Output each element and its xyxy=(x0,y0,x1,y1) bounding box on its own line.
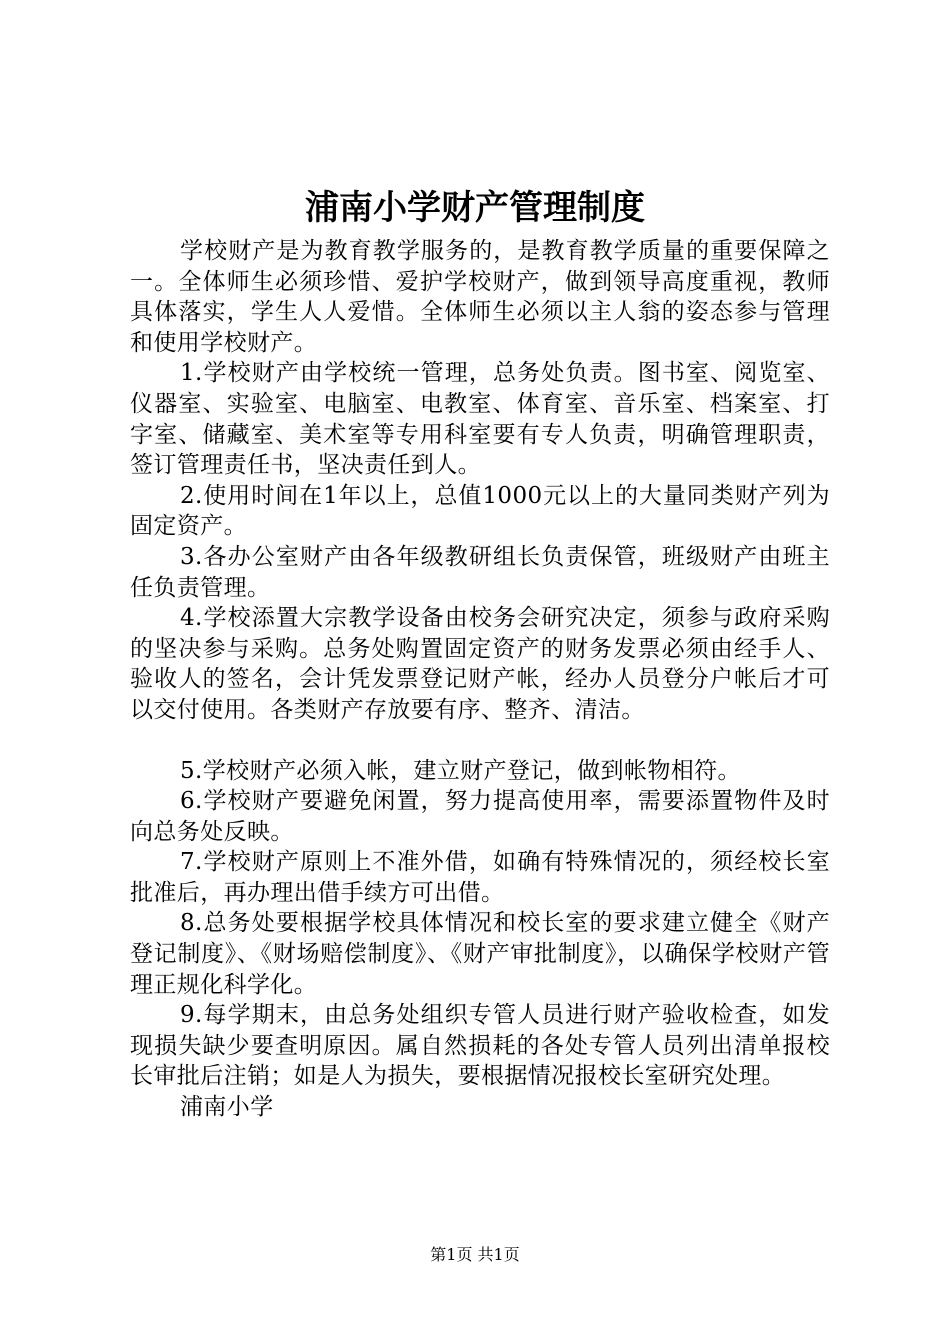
paragraph-item-6: 6.学校财产要避免闲置，努力提高使用率，需要添置物件及时向总务处反映。 xyxy=(130,788,830,845)
page-title: 浦南小学财产管理制度 xyxy=(305,188,645,228)
paragraph-item-2: 2.使用时间在1年以上，总值1000元以上的大量同类财产列为固定资产。 xyxy=(130,482,830,540)
paragraph-item-7: 7.学校财产原则上不准外借，如确有特殊情况的，须经校长室批准后，再办理出借手续方可出借。 xyxy=(130,849,830,906)
paragraph-item-5: 5.学校财产必须入帐，建立财产登记，做到帐物相符。 xyxy=(180,757,741,784)
paragraph-item-8: 8.总务处要根据学校具体情况和校长室的要求建立健全《财产登记制度》、《财场赔偿制度》、《财产审批制度》，以确保学校财产管理正规化科学化。 xyxy=(130,910,830,998)
paragraph-item-1: 1.学校财产由学校统一管理，总务处负责。图书室、阅览室、仪器室、实验室、电脑室、电教室、体育室、音乐室、档案室、打字室、储藏室、美术室等专用科室要有专人负责，明确管理职责，签订管理责任书，坚决责任到人。 xyxy=(130,360,830,479)
signature: 浦南小学 xyxy=(180,1094,274,1121)
paragraph-intro: 学校财产是为教育教学服务的，是教育教学质量的重要保障之一。全体师生必须珍惜、爱护学校财产，做到领导高度重视，教师具体落实，学生人人爱惜。全体师生必须以主人翁的姿态参与管理和使用学校财产。 xyxy=(130,238,830,356)
paragraph-item-9: 9.每学期末，由总务处组织专管人员进行财产验收检查，如发现损失缺少要查明原因。属自然损耗的各处专管人员列出清单报校长审批后注销；如是人为损失，要根据情况报校长室研究处理。 xyxy=(130,1002,830,1090)
paragraph-item-4: 4.学校添置大宗教学设备由校务会研究决定，须参与政府采购的坚决参与采购。总务处购置固定资产的财务发票必须由经手人、验收人的签名，会计凭发票登记财产帐，经办人员登分户帐后才可以交付使用。各类财产存放要有序、整齐、清洁。 xyxy=(130,605,830,723)
page-footer: 第1页 共1页 xyxy=(430,1245,520,1264)
paragraph-item-3: 3.各办公室财产由各年级教研组长负责保管，班级财产由班主任负责管理。 xyxy=(130,543,830,601)
document-body xyxy=(130,236,830,1123)
